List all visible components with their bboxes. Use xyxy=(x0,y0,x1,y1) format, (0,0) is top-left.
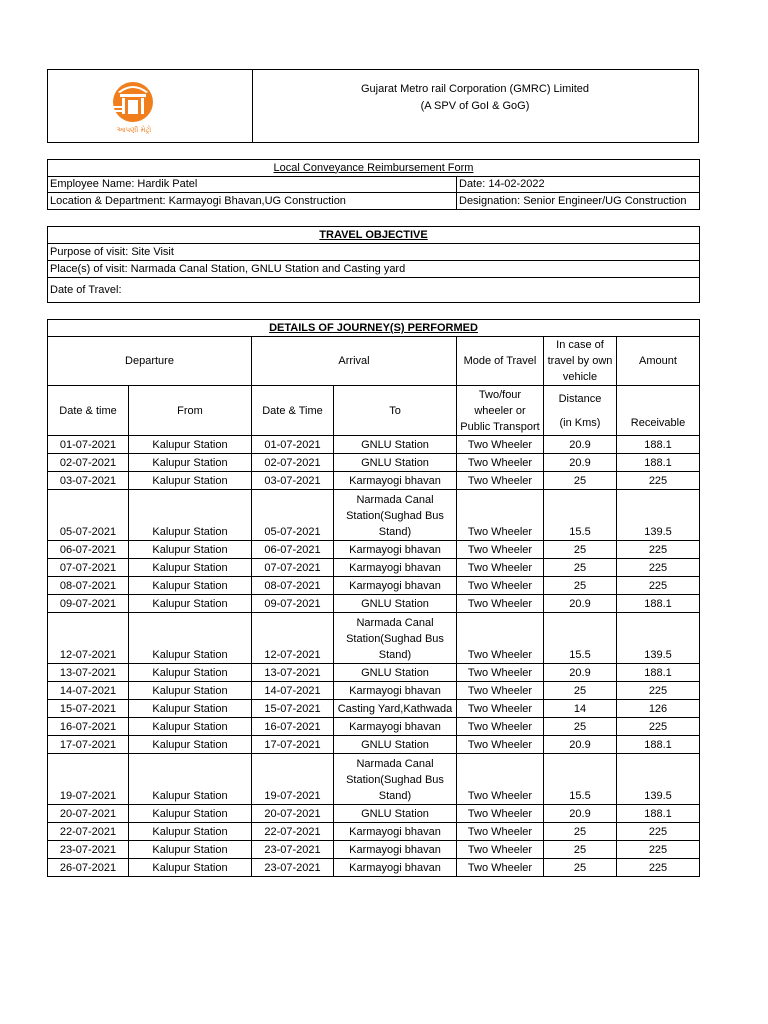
to-station: Karmayogi bhavan xyxy=(334,559,457,577)
from-station: Kalupur Station xyxy=(129,490,252,541)
to-station: GNLU Station xyxy=(334,736,457,754)
amount-receivable: 188.1 xyxy=(617,436,700,454)
from-station: Kalupur Station xyxy=(129,736,252,754)
departure-date: 17-07-2021 xyxy=(48,736,129,754)
amount-receivable: 188.1 xyxy=(617,805,700,823)
places-of-visit: Place(s) of visit: Narmada Canal Station, GNLU Station and Casting yard xyxy=(48,261,700,278)
amount-receivable: 139.5 xyxy=(617,490,700,541)
mode-of-travel: Two Wheeler xyxy=(457,613,544,664)
to-station: GNLU Station xyxy=(334,454,457,472)
arrival-date: 14-07-2021 xyxy=(252,682,334,700)
amount-receivable: 225 xyxy=(617,472,700,490)
distance-km: 25 xyxy=(544,472,617,490)
distance-km: 20.9 xyxy=(544,595,617,613)
to-header: To xyxy=(334,386,457,436)
journey-title: DETAILS OF JOURNEY(S) PERFORMED xyxy=(48,320,700,337)
to-station: Karmayogi bhavan xyxy=(334,841,457,859)
from-header: From xyxy=(129,386,252,436)
from-station: Kalupur Station xyxy=(129,718,252,736)
mode-sub-header: Two/four wheeler or Public Transport xyxy=(457,386,544,436)
mode-of-travel: Two Wheeler xyxy=(457,823,544,841)
departure-date: 07-07-2021 xyxy=(48,559,129,577)
departure-date: 14-07-2021 xyxy=(48,682,129,700)
arrival-date: 23-07-2021 xyxy=(252,841,334,859)
arrival-date: 02-07-2021 xyxy=(252,454,334,472)
from-station: Kalupur Station xyxy=(129,823,252,841)
table-row xyxy=(48,736,700,754)
mode-of-travel: Two Wheeler xyxy=(457,682,544,700)
mode-of-travel: Two Wheeler xyxy=(457,541,544,559)
distance-km: 25 xyxy=(544,841,617,859)
arrival-date: 08-07-2021 xyxy=(252,577,334,595)
amount-header: Amount xyxy=(617,337,700,386)
travel-objective-table xyxy=(47,226,700,303)
departure-date: 23-07-2021 xyxy=(48,841,129,859)
mode-of-travel: Two Wheeler xyxy=(457,736,544,754)
departure-date: 08-07-2021 xyxy=(48,577,129,595)
departure-date: 06-07-2021 xyxy=(48,541,129,559)
table-row xyxy=(48,595,700,613)
table-row xyxy=(48,577,700,595)
departure-date: 19-07-2021 xyxy=(48,754,129,805)
arrival-date: 07-07-2021 xyxy=(252,559,334,577)
departure-date: 26-07-2021 xyxy=(48,859,129,877)
departure-date: 02-07-2021 xyxy=(48,454,129,472)
distance-km: 14 xyxy=(544,700,617,718)
receivable-label: Receivable xyxy=(630,416,686,429)
amount-receivable: 225 xyxy=(617,841,700,859)
table-row xyxy=(48,718,700,736)
table-row xyxy=(48,541,700,559)
to-station: Karmayogi bhavan xyxy=(334,682,457,700)
travel-objective-title: TRAVEL OBJECTIVE xyxy=(48,227,700,244)
journey-rows xyxy=(48,436,700,877)
employee-name: Employee Name: Hardik Patel xyxy=(48,177,457,193)
from-station: Kalupur Station xyxy=(129,541,252,559)
arrival-date: 20-07-2021 xyxy=(252,805,334,823)
purpose-of-visit: Purpose of visit: Site Visit xyxy=(48,244,700,261)
mode-of-travel: Two Wheeler xyxy=(457,859,544,877)
amount-receivable: 225 xyxy=(617,682,700,700)
mode-of-travel: Two Wheeler xyxy=(457,754,544,805)
arrival-date: 05-07-2021 xyxy=(252,490,334,541)
arrival-date-time-header: Date & Time xyxy=(252,386,334,436)
to-station: GNLU Station xyxy=(334,436,457,454)
amount-receivable: 188.1 xyxy=(617,454,700,472)
table-row xyxy=(48,436,700,454)
org-line-1: Gujarat Metro rail Corporation (GMRC) Limited xyxy=(360,83,589,95)
org-line-2: (A SPV of GoI & GoG) xyxy=(420,100,530,112)
distance-km: 25 xyxy=(544,577,617,595)
distance-km: 20.9 xyxy=(544,736,617,754)
to-station: Narmada Canal Station(Sughad Bus Stand) xyxy=(334,754,457,805)
to-station: Karmayogi bhavan xyxy=(334,859,457,877)
from-station: Kalupur Station xyxy=(129,595,252,613)
arrival-date: 15-07-2021 xyxy=(252,700,334,718)
arrival-date: 19-07-2021 xyxy=(252,754,334,805)
mode-of-travel: Two Wheeler xyxy=(457,595,544,613)
mode-of-travel: Two Wheeler xyxy=(457,559,544,577)
distance-km: 25 xyxy=(544,823,617,841)
amount-receivable: 188.1 xyxy=(617,595,700,613)
amount-receivable: 126 xyxy=(617,700,700,718)
from-station: Kalupur Station xyxy=(129,472,252,490)
mode-of-travel: Two Wheeler xyxy=(457,454,544,472)
distance-km: 25 xyxy=(544,682,617,700)
amount-receivable: 225 xyxy=(617,823,700,841)
arrival-date: 12-07-2021 xyxy=(252,613,334,664)
date-time-header: Date & time xyxy=(48,386,129,436)
arrival-date: 01-07-2021 xyxy=(252,436,334,454)
departure-date: 03-07-2021 xyxy=(48,472,129,490)
from-station: Kalupur Station xyxy=(129,805,252,823)
departure-date: 16-07-2021 xyxy=(48,718,129,736)
departure-date: 12-07-2021 xyxy=(48,613,129,664)
letterhead xyxy=(47,69,699,143)
from-station: Kalupur Station xyxy=(129,436,252,454)
amount-receivable: 225 xyxy=(617,541,700,559)
table-row xyxy=(48,805,700,823)
mode-of-travel: Two Wheeler xyxy=(457,577,544,595)
from-station: Kalupur Station xyxy=(129,559,252,577)
mode-of-travel: Two Wheeler xyxy=(457,472,544,490)
amount-receivable: 225 xyxy=(617,859,700,877)
date-of-travel: Date of Travel: xyxy=(48,278,700,303)
from-station: Kalupur Station xyxy=(129,454,252,472)
from-station: Kalupur Station xyxy=(129,613,252,664)
logo-caption: આપણી મેટ્રો xyxy=(116,126,152,134)
distance-km: 25 xyxy=(544,541,617,559)
departure-date: 09-07-2021 xyxy=(48,595,129,613)
departure-date: 20-07-2021 xyxy=(48,805,129,823)
to-station: Casting Yard,Kathwada xyxy=(334,700,457,718)
table-row xyxy=(48,472,700,490)
table-row xyxy=(48,859,700,877)
amount-receivable: 188.1 xyxy=(617,664,700,682)
from-station: Kalupur Station xyxy=(129,841,252,859)
mode-of-travel: Two Wheeler xyxy=(457,700,544,718)
table-row xyxy=(48,841,700,859)
arrival-date: 13-07-2021 xyxy=(252,664,334,682)
amount-receivable: 225 xyxy=(617,718,700,736)
distance-km: 20.9 xyxy=(544,664,617,682)
amount-receivable: 225 xyxy=(617,559,700,577)
table-row xyxy=(48,454,700,472)
departure-date: 15-07-2021 xyxy=(48,700,129,718)
mode-of-travel: Two Wheeler xyxy=(457,841,544,859)
to-station: GNLU Station xyxy=(334,805,457,823)
organization-name xyxy=(252,70,698,142)
distance-km: 15.5 xyxy=(544,490,617,541)
amount-receivable: 139.5 xyxy=(617,613,700,664)
arrival-date: 06-07-2021 xyxy=(252,541,334,559)
arrival-date: 23-07-2021 xyxy=(252,859,334,877)
mode-of-travel: Two Wheeler xyxy=(457,805,544,823)
arrival-date: 17-07-2021 xyxy=(252,736,334,754)
departure-date: 22-07-2021 xyxy=(48,823,129,841)
distance-km: 25 xyxy=(544,559,617,577)
mode-of-travel: Two Wheeler xyxy=(457,664,544,682)
distance-unit: (in Kms) xyxy=(559,416,601,429)
distance-km: 20.9 xyxy=(544,454,617,472)
distance-label: Distance xyxy=(558,392,602,405)
employee-info-table xyxy=(47,159,700,210)
arrival-header: Arrival xyxy=(252,337,457,386)
arrival-date: 09-07-2021 xyxy=(252,595,334,613)
from-station: Kalupur Station xyxy=(129,700,252,718)
departure-date: 01-07-2021 xyxy=(48,436,129,454)
from-station: Kalupur Station xyxy=(129,754,252,805)
departure-date: 05-07-2021 xyxy=(48,490,129,541)
form-date: Date: 14-02-2022 xyxy=(457,177,700,193)
distance-km: 25 xyxy=(544,718,617,736)
arrival-date: 22-07-2021 xyxy=(252,823,334,841)
distance-km: 20.9 xyxy=(544,805,617,823)
amount-receivable: 225 xyxy=(617,577,700,595)
table-row xyxy=(48,559,700,577)
to-station: Karmayogi bhavan xyxy=(334,541,457,559)
to-station: Karmayogi bhavan xyxy=(334,823,457,841)
to-station: GNLU Station xyxy=(334,595,457,613)
departure-header: Departure xyxy=(48,337,252,386)
from-station: Kalupur Station xyxy=(129,664,252,682)
from-station: Kalupur Station xyxy=(129,577,252,595)
logo-cell xyxy=(48,70,253,142)
table-row xyxy=(48,754,700,805)
to-station: Karmayogi bhavan xyxy=(334,472,457,490)
distance-km: 25 xyxy=(544,859,617,877)
amount-receivable: 139.5 xyxy=(617,754,700,805)
to-station: Karmayogi bhavan xyxy=(334,577,457,595)
to-station: GNLU Station xyxy=(334,664,457,682)
gmrc-logo-icon xyxy=(48,70,252,142)
to-station: Narmada Canal Station(Sughad Bus Stand) xyxy=(334,613,457,664)
to-station: Karmayogi bhavan xyxy=(334,718,457,736)
mode-header: Mode of Travel xyxy=(457,337,544,386)
table-row xyxy=(48,700,700,718)
distance-km: 15.5 xyxy=(544,613,617,664)
table-row xyxy=(48,490,700,541)
from-station: Kalupur Station xyxy=(129,682,252,700)
arrival-date: 03-07-2021 xyxy=(252,472,334,490)
table-row xyxy=(48,823,700,841)
mode-of-travel: Two Wheeler xyxy=(457,436,544,454)
from-station: Kalupur Station xyxy=(129,859,252,877)
table-row xyxy=(48,682,700,700)
own-vehicle-header: In case of travel by own vehicle xyxy=(544,337,617,386)
to-station: Narmada Canal Station(Sughad Bus Stand) xyxy=(334,490,457,541)
journey-details-table xyxy=(47,319,700,877)
mode-of-travel: Two Wheeler xyxy=(457,718,544,736)
designation: Designation: Senior Engineer/UG Construction xyxy=(457,193,700,210)
mode-of-travel: Two Wheeler xyxy=(457,490,544,541)
receivable-header xyxy=(617,386,700,436)
table-row xyxy=(48,613,700,664)
table-row xyxy=(48,664,700,682)
location-department: Location & Department: Karmayogi Bhavan,UG Construction xyxy=(48,193,457,210)
distance-header xyxy=(544,386,617,436)
amount-receivable: 188.1 xyxy=(617,736,700,754)
distance-km: 15.5 xyxy=(544,754,617,805)
arrival-date: 16-07-2021 xyxy=(252,718,334,736)
departure-date: 13-07-2021 xyxy=(48,664,129,682)
distance-km: 20.9 xyxy=(544,436,617,454)
form-title: Local Conveyance Reimbursement Form xyxy=(48,160,700,177)
